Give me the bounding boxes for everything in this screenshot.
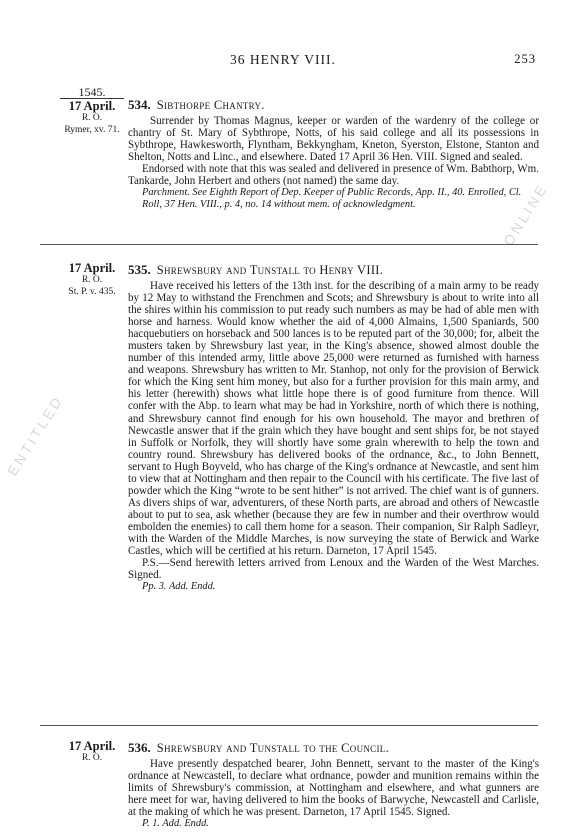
margin-note-535	[60, 262, 124, 298]
running-head-title: 36 HENRY VIII.	[230, 52, 336, 67]
entry-heading	[128, 97, 539, 113]
entry-536	[128, 740, 539, 830]
watermark-right: ONLINE	[500, 180, 551, 249]
entry-paragraph: Have received his letters of the 13th inst. for the describing of a main army to be ready by 12 May to withstand the Frenchmen and Scots; and Shrewsbury is about to write into all the shires within his commission to put ready such numbers as may be had of able men with horse and harness. Would know whether the aid of 4,000 Almains, 1,500 Spaniards, 500 hacquebutiers on horseback and 500 lances is to be reputed part of the 30,000; for, albeit the musters taken by Shrewsbury last year, in the King's absence, showed almost double the number of this intended army, little above 25,000 were returned as furnished with harness and weapons. Shrewsbury has written to Mr. Stanhop, not only for the provision of Berwick for which the King sent him money, but also for a further provision for this main army, and his letter (herewith) shows what little hope there is of good furniture from thence. Will confer with the Abp. to learn what may be had in Yorkshire, north of which there is nothing, and Shrewsbury cannot find enough for his own household. The mayor and brethren of Newcastle answer that if the grain which they have bought and sent ships for, be not stayed in Suffolk or Norfolk, they will shortly have some grain wherewith to help the town and country round. Shrewsbury has delivered books of the ordnance, &c., to John Bennett, servant to Hugh Boyveld, who has charge of the King's ordnance at Newcastle, and sent him to view that at Nottingham and then repair to the Council with his certificate. The five last of powder which the King “wrote to be sent hither” is not arrived. The chief want is of gunners. As divers ships of war, adventurers, of these North parts, are abroad and others of Newcastle about to put to sea, ask whether (because they are few in number and their overthrow would embolden the enemies) to call them home for a season. Their companion, Sir Ralph Sadleyr, with the Warden of the Middle Marches, is now surveying the state of Berwick and Warke Castles, which will be certified at his return. Darneton, 17 April 1545.	[128, 280, 539, 558]
entry-title: Shrewsbury and Tunstall to the Council.	[156, 741, 390, 755]
entry-number: 536.	[128, 740, 151, 755]
entry-535	[128, 262, 539, 593]
margin-source: R. O.	[81, 275, 103, 285]
entry-heading	[128, 740, 539, 756]
entry-paragraph: Endorsed with note that this was sealed and delivered in presence of Wm. Babthorp, Wm. Tankarde, John Herbert and others (not named) the same day.	[128, 163, 539, 188]
entry-number: 534.	[128, 97, 151, 112]
page-number: 253	[514, 52, 536, 66]
section-divider	[40, 725, 538, 726]
margin-date: 17 April.	[68, 739, 116, 753]
watermark-left: ENTITLED	[4, 392, 67, 479]
entry-source-note: P. 1. Add. Endd.	[142, 818, 209, 830]
entry-heading	[128, 262, 539, 278]
running-head	[0, 52, 567, 68]
margin-reference: Rymer, xv. 71.	[64, 125, 120, 135]
entry-paragraph: Surrender by Thomas Magnus, keeper or warden of the wardenry of the college or chantry of St. Mary of Sybthrope, Notts, of his said college and all its possessions in Sybthrope, Hawkesworth, Flyntham, Bekkyngham, Kneton, Syerston, Elstone, Stanton and Shelton, Notts and Linc., and elsewhere. Dated 17 April 36 Hen. VIII. Signed and sealed.	[128, 115, 539, 164]
entry-paragraph: P.S.—Send herewith letters arrived from Lenoux and the Warden of the West Marches. Signed.	[128, 557, 539, 582]
entry-source-note: Parchment. See Eighth Report of Dep. Keeper of Public Records, App. II., 40. Enrolled, Cl. Roll, 37 Hen. VIII., p. 4, no. 14 without mem. of acknowledgment.	[142, 187, 522, 211]
margin-date: 17 April.	[68, 261, 116, 275]
entry-534	[128, 97, 539, 211]
entry-title: Sibthorpe Chantry.	[156, 98, 265, 112]
margin-source: R. O.	[81, 113, 103, 123]
entry-paragraph: Have presently despatched bearer, John Bennett, servant to the master of the King's ordnance at Newcastell, to declare what ordnance, powder and munition remains within the limits of Shrewsbury's commission, at Nottingham and elsewhere, and what gunners are here meet for war, having delivered to him the books of Barwyche, Newcastell and Carlisle, at the making of which he was present. Darneton, 17 April 1545. Signed.	[128, 758, 539, 819]
margin-note-536	[60, 740, 124, 764]
margin-note-534	[60, 86, 124, 136]
section-divider	[40, 244, 538, 245]
margin-reference: St. P. v. 435.	[68, 287, 116, 297]
entry-number: 535.	[128, 262, 151, 277]
margin-source: R. O.	[81, 753, 103, 763]
entry-title: Shrewsbury and Tunstall to Henry VIII.	[156, 263, 384, 277]
margin-date: 17 April.	[60, 98, 124, 112]
entry-source-note: Pp. 3. Add. Endd.	[142, 581, 216, 593]
margin-year: 1545.	[78, 85, 106, 99]
